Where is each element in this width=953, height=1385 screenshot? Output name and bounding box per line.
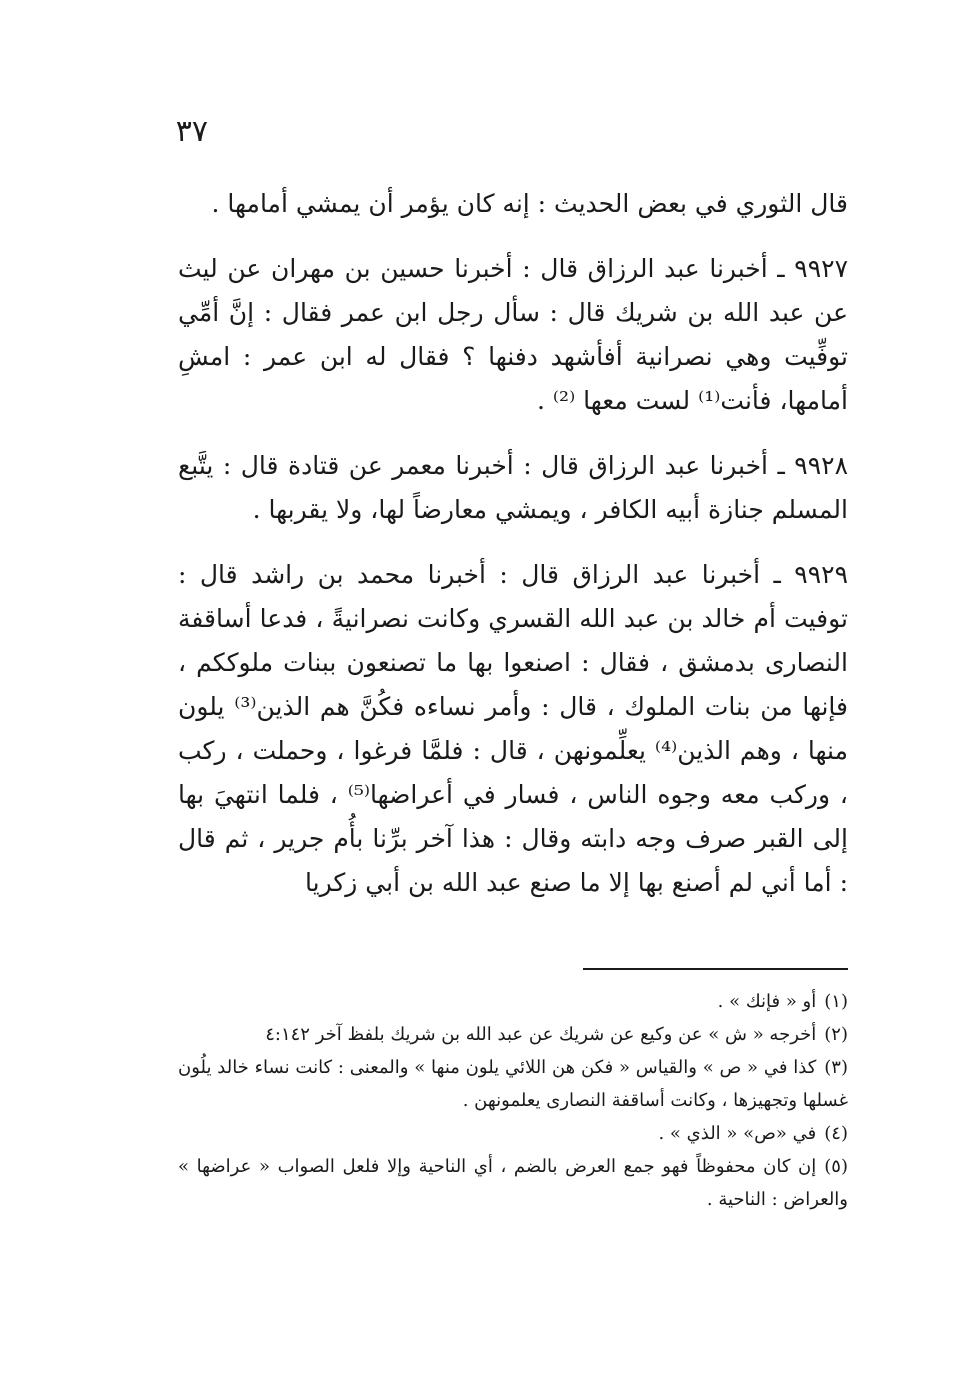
- footnote-5: [178, 1150, 848, 1216]
- footnote-4: [178, 1117, 848, 1150]
- page-number: ٣٧: [175, 114, 208, 149]
- footnote-1: [178, 985, 848, 1018]
- footnote-text: أخرجه « ش » عن وكيع عن شريك عن عبد الله بن شريك بلفظ آخر ٤:١٤٢: [265, 1024, 817, 1045]
- paragraph-hadith-9929: ٩٩٢٩ ـ أخبرنا عبد الرزاق قال : أخبرنا محمد بن راشد قال : توفيت أم خالد بن عبد الله القسري وكانت نصرانيةً ، فدعا أساقفة النصارى بدمشق ، فقال : اصنعوا بها ما تصنعون ببنات ملوككم ، فإنها من بنات الملوك ، قال : وأمر نساءه فكُنَّ هم الذين⁽³⁾ يلون منها ، وهم الذين⁽⁴⁾ يعلِّمونهن ، قال : فلمَّا فرغوا ، وحملت ، ركب ، وركب معه وجوه الناس ، فسار في أعراضها⁽⁵⁾ ، فلما انتهيَ بها إلى القبر صرف وجه دابته وقال : هذا آخر برِّنا بأُم جرير ، ثم قال : أما أني لم أصنع بها إلا ما صنع عبد الله بن أبي زكريا: [178, 560, 848, 897]
- footnote-text: في «ص» « الذي » .: [658, 1123, 817, 1144]
- footnote-text: أو « فإنك » .: [717, 991, 817, 1012]
- footnote-2: [178, 1018, 848, 1051]
- footnote-3: [178, 1051, 848, 1117]
- footnote-number: (١): [824, 991, 848, 1012]
- paragraph-hadith-9927: ٩٩٢٧ ـ أخبرنا عبد الرزاق قال : أخبرنا حسين بن مهران عن ليث عن عبد الله بن شريك قال : سأل رجل ابن عمر فقال : إنَّ أمِّي توفِّيت وهي نصرانية أفأشهد دفنها ؟ فقال له ابن عمر : امشِ أمامها، فأنت⁽¹⁾ لست معها ⁽²⁾ .: [178, 254, 848, 415]
- main-text: [178, 182, 848, 926]
- paragraph-intro: قال الثوري في بعض الحديث : إنه كان يؤمر أن يمشي أمامها .: [211, 189, 848, 218]
- footnote-number: (٢): [824, 1024, 848, 1045]
- footnote-number: (٣): [824, 1057, 848, 1078]
- footnote-number: (٥): [824, 1156, 848, 1177]
- footnote-divider: [583, 968, 848, 970]
- footnote-number: (٤): [824, 1123, 848, 1144]
- footnote-text: إن كان محفوظاً فهو جمع العرض بالضم ، أي الناحية وإلا فلعل الصواب « عراضها » والعراض : الناحية .: [178, 1156, 848, 1210]
- footnotes: [178, 985, 848, 1216]
- paragraph-hadith-9928: ٩٩٢٨ ـ أخبرنا عبد الرزاق قال : أخبرنا معمر عن قتادة قال : يتَّبع المسلم جنازة أبيه الكافر ، ويمشي معارضاً لها، ولا يقربها .: [178, 451, 848, 524]
- footnote-text: كذا في « ص » والقياس « فكن هن اللائي يلون منها » والمعنى : كانت نساء خالد يلُون غسلها وتجهيزها ، وكانت أساقفة النصارى يعلمونهن .: [178, 1057, 848, 1111]
